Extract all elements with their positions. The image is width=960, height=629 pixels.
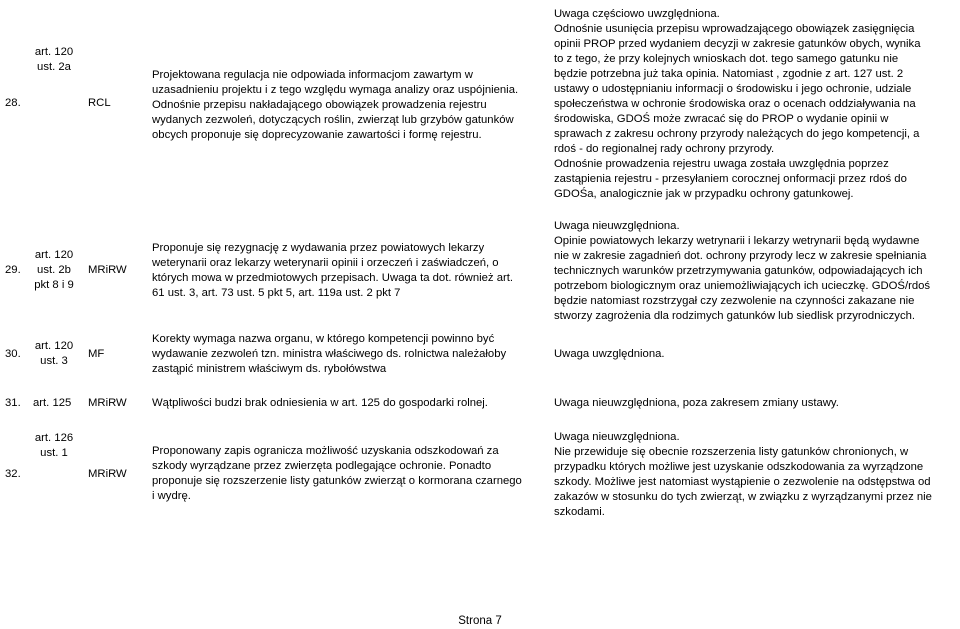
submitter: MRiRW: [88, 468, 127, 480]
article-line: ust. 3: [40, 355, 68, 367]
response-line: potrzebom biologicznym oraz uniemożliwiających ich ucieczkę. GDOŚ/rdoś: [554, 280, 931, 292]
response-line: nie w zakresie zagadnień dot. ochrony przyrody lecz w zakresie spełniania: [554, 250, 927, 262]
remark-line: i wydrę.: [152, 490, 191, 502]
response-line: Odnośnie prowadzenia rejestru uwaga została uwzględnia poprzez: [554, 158, 889, 170]
remark-line: Korekty wymaga nazwa organu, w którego kompetencji powinno być: [152, 333, 495, 345]
article-line: art. 120: [34, 249, 74, 261]
remark-line: Projektowana regulacja nie odpowiada informacjom zawartym w: [152, 69, 473, 81]
response-text: [554, 7, 954, 202]
remark-line: Odnośnie przepisu nakładającego obowiązek prowadzenia rejestru: [152, 99, 487, 111]
response-text: [554, 347, 954, 362]
remark-line: obcych proponuje się doprecyzowanie zawartości i formę rejestru.: [152, 129, 482, 141]
article-ref: [30, 248, 78, 293]
row-number: 28.: [5, 97, 21, 109]
remark-text: [152, 396, 542, 411]
response-line: zastąpienia rejestru - przesyłaniem corocznej onformacji przez rdoś do: [554, 173, 907, 185]
article-line: ust. 2b: [37, 264, 71, 276]
response-line: GDOŚa, analogicznie jak w przypadku ochrony gatunkowej.: [554, 188, 854, 200]
response-line: środowiska, GDOŚ może zwracać się do PROP o wydanie opinii w: [554, 113, 889, 125]
submitter: MF: [88, 348, 105, 360]
response-line: będzie potrzebna już taka opinia. Natomiast , zgodnie z art. 127 ust. 2: [554, 68, 904, 80]
response-line: Uwaga uwzględniona.: [554, 348, 665, 360]
row-number: 29.: [5, 264, 21, 276]
remark-line: Proponuje się rezygnację z wydawania przez powiatowych lekarzy: [152, 242, 485, 254]
article-ref: [30, 431, 78, 461]
response-text: [554, 396, 954, 411]
article-line: art. 126: [34, 432, 74, 444]
row-number: 31.: [5, 397, 21, 409]
remark-line: proponuje się rozszerzenie listy gatunków zwierząt o kormorana czarnego: [152, 475, 522, 487]
remark-text: [152, 444, 542, 504]
response-line: sprawach z zakresu ochrony przyrody należących do jego kompetencji, a: [554, 128, 920, 140]
article-line: art. 120: [34, 340, 74, 352]
response-text: [554, 430, 954, 520]
article-line: ust. 1: [40, 447, 68, 459]
remark-line: Wątpliwości budzi brak odniesienia w art. 125 do gospodarki rolnej.: [152, 397, 488, 409]
remark-line: weterynarii oraz lekarzy weterynarii opinii i orzeczeń i zaświadczeń, o: [152, 257, 499, 269]
remark-text: [152, 68, 542, 143]
article-ref: [30, 45, 78, 75]
response-line: Nie przewiduje się obecnie rozszerzenia listy gatunków chronionych, w: [554, 446, 909, 458]
article-line: pkt 8 i 9: [34, 279, 74, 291]
response-line: rdoś - do regionalnej rady ochrony przyrody.: [554, 143, 775, 155]
article-ref: [30, 339, 78, 369]
remark-text: [152, 332, 542, 377]
article-ref: [33, 396, 71, 411]
submitter: MRiRW: [88, 264, 127, 276]
submitter: MRiRW: [88, 397, 127, 409]
response-line: zakazów w stosunku do tych zwierząt, w związku z wyrządzanymi przez nie: [554, 491, 932, 503]
remark-line: których mowa w przedmiotowych przepisach. Uwaga ta dot. również art.: [152, 272, 514, 284]
response-line: Uwaga nieuwzględniona, poza zakresem zmiany ustawy.: [554, 397, 839, 409]
remark-line: zastąpić ministrem właściwym ds. rybołówstwa: [152, 363, 387, 375]
response-line: Uwaga nieuwzględniona.: [554, 431, 680, 443]
response-line: ustawy o udostępnianiu informacji o środowisku i jego ochronie, udziale: [554, 83, 912, 95]
article-line: ust. 2a: [37, 61, 71, 73]
remark-line: 61 ust. 3, art. 73 ust. 5 pkt 5, art. 119a ust. 2 pkt 7: [152, 287, 401, 299]
remark-line: uzasadnieniu projektu i z tego względu wymaga analizy oraz uspójnienia.: [152, 84, 519, 96]
response-line: to z tego, że przy kolejnych wnioskach dot. tego samego gatunku nie: [554, 53, 899, 65]
remark-text: [152, 241, 542, 301]
submitter: RCL: [88, 97, 111, 109]
response-line: będzie natomiast rozstrzygał czy zezwolenie na czynności zakazane nie: [554, 295, 915, 307]
article-line: art. 125: [33, 397, 72, 409]
response-line: szkodami.: [554, 506, 605, 518]
row-number: 32.: [5, 468, 21, 480]
article-line: art. 120: [34, 46, 74, 58]
response-line: przypadku których możliwe jest uzyskanie odszkodowania za wyrządzone: [554, 461, 924, 473]
response-line: technicznych warunków przetrzymywania gatunków, odpowiadających ich: [554, 265, 923, 277]
response-line: szkody. Możliwe jest natomiast wystąpienie o zezwolenie na odstępstwa od: [554, 476, 931, 488]
remark-line: wydawanie zezwoleń tzn. ministra właściwego ds. rolnictwa należałoby: [152, 348, 507, 360]
response-text: [554, 219, 954, 324]
response-line: społeczeństwa w ochronie środowiska oraz o ocenach oddziaływania na: [554, 98, 916, 110]
response-line: opinii PROP przed wydaniem decyzji w zakresie gatunków obych, wynika: [554, 38, 921, 50]
response-line: Uwaga nieuwzględniona.: [554, 220, 680, 232]
remark-line: wydanych zezwoleń, dotyczących roślin, zwierząt lub grzybów gatunków: [152, 114, 514, 126]
page-number: Strona 7: [458, 615, 502, 627]
response-line: Opinie powiatowych lekarzy wetrynarii i lekarzy wetrynarii będą wydawne: [554, 235, 920, 247]
remark-line: Proponowany zapis ogranicza możliwość uzyskania odszkodowań za: [152, 445, 499, 457]
response-line: Odnośnie usunięcia przepisu wprowadzającego obowiązek zasięgnięcia: [554, 23, 915, 35]
response-line: Uwaga częściowo uwzględniona.: [554, 8, 720, 20]
remark-line: szkody wyrządzane przez zwierzęta podlegające ochronie. Ponadto: [152, 460, 492, 472]
row-number: 30.: [5, 348, 21, 360]
response-line: stworzy zagrożenia dla rodzimych gatunków lub siedlisk przyrodniczych.: [554, 310, 916, 322]
